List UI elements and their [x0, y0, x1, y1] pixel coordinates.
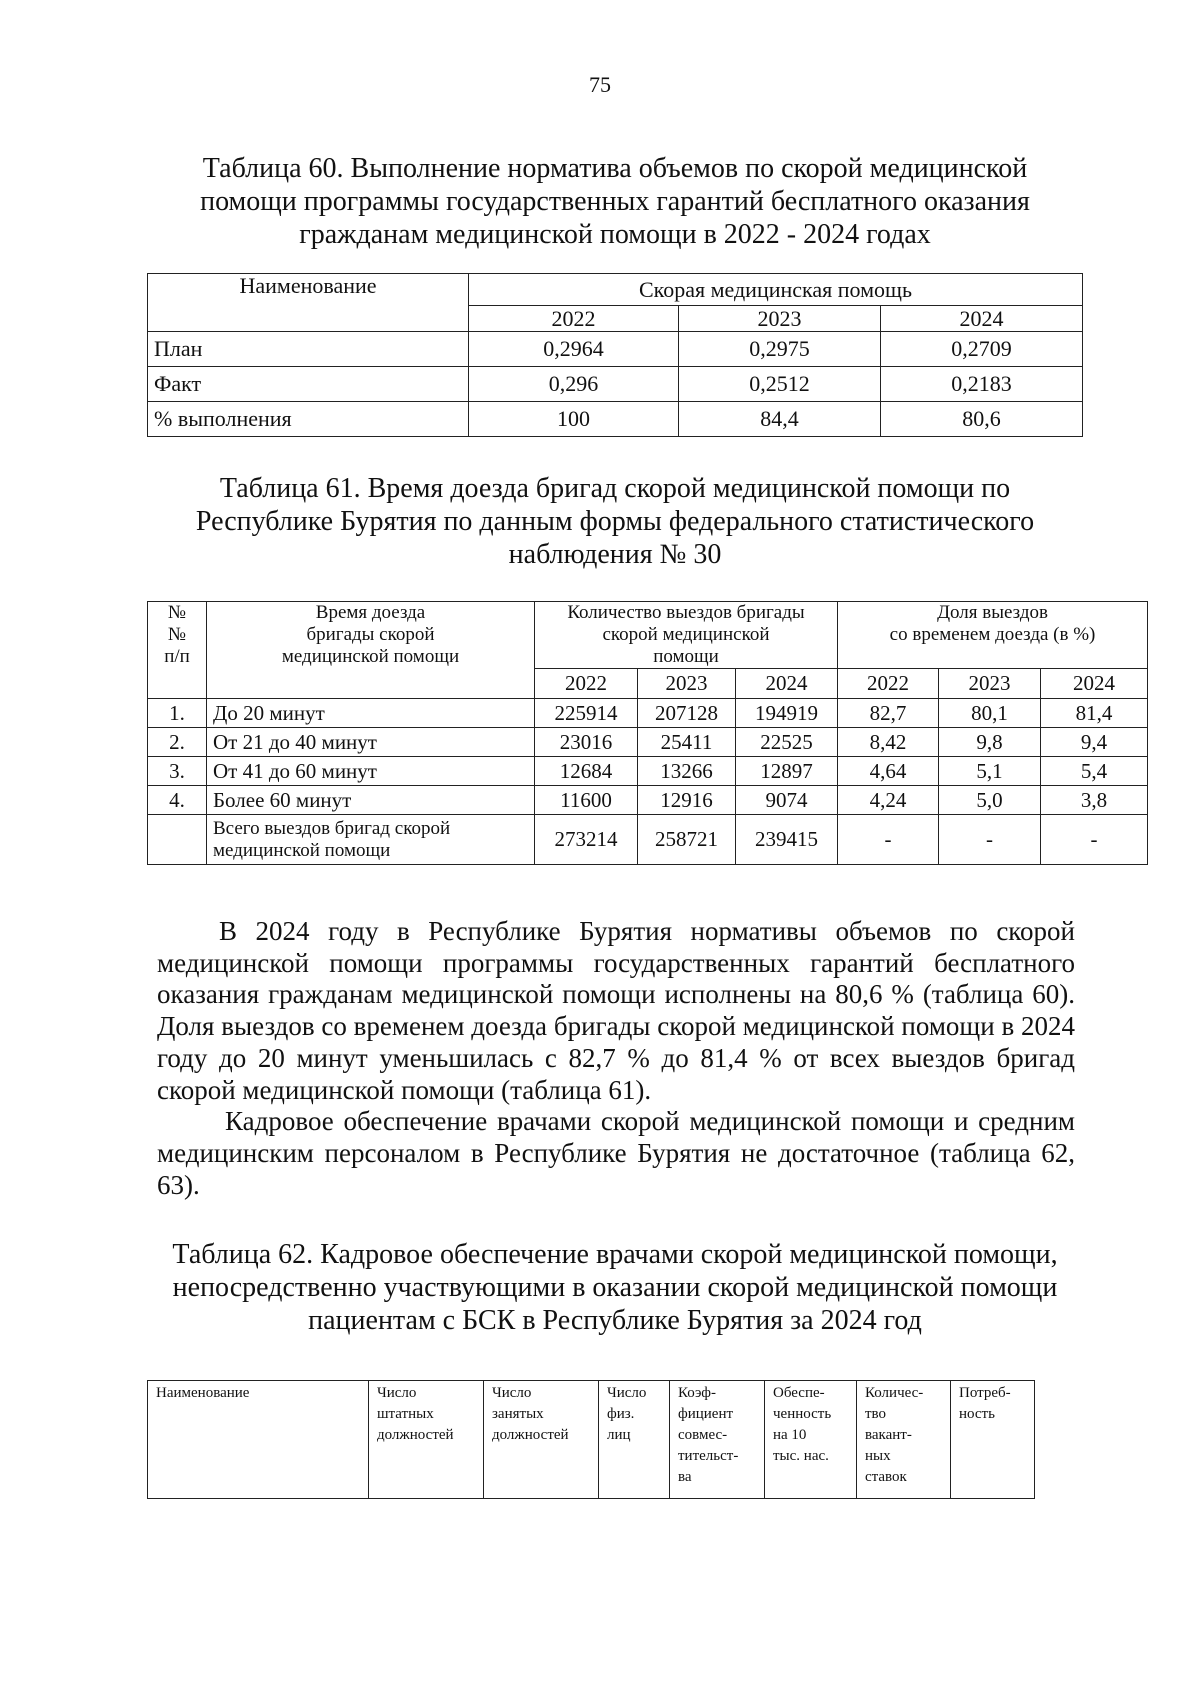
- cell: 9074: [736, 786, 838, 815]
- table-62-caption: [150, 1238, 1080, 1337]
- header-line: помощи: [653, 646, 719, 667]
- year-header: 2024: [1041, 669, 1148, 699]
- caption-line: Республике Бурятия по данным формы федерального статистического: [195, 506, 1035, 537]
- row-name: Факт: [148, 367, 469, 402]
- row-time: От 41 до 60 минут: [207, 757, 535, 786]
- cell: 9,8: [939, 728, 1041, 757]
- header-line: совмес-: [678, 1427, 728, 1443]
- cell: 5,4: [1041, 757, 1148, 786]
- caption-line: Таблица 62. Кадровое обеспечение врачами скорой медицинской помощи,: [172, 1239, 1058, 1270]
- row-number: 2.: [148, 728, 207, 757]
- cell: 0,2709: [881, 332, 1083, 367]
- header-count: [535, 602, 838, 669]
- caption-line: Таблица 60. Выполнение норматива объемов по скорой медицинской: [202, 153, 1028, 184]
- header-line: ва: [678, 1469, 692, 1485]
- cell: 84,4: [679, 402, 881, 437]
- table-61-caption: [150, 472, 1080, 571]
- table-62: [147, 1380, 1035, 1499]
- header-cell: [857, 1381, 951, 1499]
- row-number: 3.: [148, 757, 207, 786]
- header-line: тительст-: [678, 1448, 739, 1464]
- header-line: №: [167, 602, 187, 623]
- header-line: Потреб-: [959, 1385, 1011, 1401]
- cell: 11600: [535, 786, 638, 815]
- row-time: До 20 минут: [207, 699, 535, 728]
- header-line: занятых: [492, 1406, 544, 1422]
- body-text: [157, 916, 1075, 1201]
- header-name: Наименование: [148, 274, 469, 332]
- cell: 0,2964: [469, 332, 679, 367]
- cell: 23016: [535, 728, 638, 757]
- cell: 5,1: [939, 757, 1041, 786]
- header-line: должностей: [377, 1427, 454, 1443]
- header-line: п/п: [164, 646, 190, 667]
- header-line: Обеспе-: [773, 1385, 825, 1401]
- empty-cell: [148, 815, 207, 865]
- total-label-line: Всего выездов бригад скорой: [213, 817, 451, 839]
- cell: 8,42: [838, 728, 939, 757]
- header-line: со временем доезда (в %): [889, 624, 1096, 645]
- cell: 258721: [638, 815, 736, 865]
- total-row: [148, 815, 1148, 865]
- header-line: тво: [865, 1406, 887, 1422]
- cell: 273214: [535, 815, 638, 865]
- header-line: на 10: [773, 1427, 807, 1443]
- header-line: фициент: [678, 1406, 734, 1422]
- cell: 0,296: [469, 367, 679, 402]
- header-line: физ.: [607, 1406, 635, 1422]
- header-line: Доля выездов: [937, 602, 1048, 623]
- cell: 100: [469, 402, 679, 437]
- table-row: [148, 757, 1148, 786]
- cell: 80,6: [881, 402, 1083, 437]
- header-line: скорой медицинской: [602, 624, 770, 645]
- page-number: 75: [589, 72, 611, 97]
- row-number: 1.: [148, 699, 207, 728]
- total-label: [207, 815, 535, 865]
- cell: 3,8: [1041, 786, 1148, 815]
- table-61: [147, 601, 1148, 865]
- year-header: 2024: [736, 669, 838, 699]
- cell: 0,2512: [679, 367, 881, 402]
- cell: 4,64: [838, 757, 939, 786]
- header-cell: [148, 1381, 369, 1499]
- cell: 25411: [638, 728, 736, 757]
- row-time: От 21 до 40 минут: [207, 728, 535, 757]
- caption-line: непосредственно участвующими в оказании скорой медицинской помощи: [172, 1272, 1058, 1303]
- table-row: [148, 728, 1148, 757]
- caption-line: Таблица 61. Время доезда бригад скорой медицинской помощи по: [219, 473, 1011, 504]
- header-line: штатных: [377, 1406, 434, 1422]
- header-cell: [369, 1381, 484, 1499]
- header-line: медицинской помощи: [281, 646, 460, 667]
- header-line: Число: [377, 1385, 417, 1401]
- cell: 225914: [535, 699, 638, 728]
- header-line: бригады скорой: [306, 624, 435, 645]
- table-row: [148, 699, 1148, 728]
- header-group: Скорая медицинская помощь: [469, 274, 1083, 306]
- row-time: Более 60 минут: [207, 786, 535, 815]
- header-time: [207, 602, 535, 699]
- caption-line: наблюдения № 30: [508, 539, 722, 570]
- header-share: [838, 602, 1148, 669]
- year-header: 2022: [535, 669, 638, 699]
- table-60: [147, 273, 1083, 437]
- cell: 22525: [736, 728, 838, 757]
- header-line: Коэф-: [678, 1385, 717, 1401]
- cell: 4,24: [838, 786, 939, 815]
- header-number: [148, 602, 207, 699]
- year-header: 2023: [638, 669, 736, 699]
- header-line: №: [167, 624, 187, 645]
- paragraph: В 2024 году в Республике Бурятия нормативы объемов по скорой медицинской помощи программы государственных гарантий бесплатного оказания гражданам медицинской помощи исполнены на 80,6 % (таблица 60). Доля выездов со временем доезда бригады скорой медицинской помощи в 2024 году до 20 минут уменьшилась с 82,7 % до 81,4 % от всех выездов бригад скорой медицинской помощи (таблица 61).: [157, 916, 1075, 1105]
- cell: -: [939, 815, 1041, 865]
- header-line: ченность: [773, 1406, 832, 1422]
- header-line: Наименование: [156, 1385, 250, 1401]
- cell: 13266: [638, 757, 736, 786]
- year-header: 2022: [469, 306, 679, 332]
- row-name: % выполнения: [148, 402, 469, 437]
- cell: 207128: [638, 699, 736, 728]
- cell: -: [1041, 815, 1148, 865]
- cell: 0,2183: [881, 367, 1083, 402]
- caption-line: помощи программы государственных гарантий бесплатного оказания: [200, 186, 1030, 217]
- cell: 9,4: [1041, 728, 1148, 757]
- year-header: 2023: [679, 306, 881, 332]
- header-line: Время доезда: [315, 602, 426, 623]
- cell: 80,1: [939, 699, 1041, 728]
- year-header: 2022: [838, 669, 939, 699]
- cell: 81,4: [1041, 699, 1148, 728]
- cell: 239415: [736, 815, 838, 865]
- header-line: вакант-: [865, 1427, 912, 1443]
- cell: 0,2975: [679, 332, 881, 367]
- header-cell: [951, 1381, 1035, 1499]
- header-line: тыс. нас.: [773, 1448, 829, 1464]
- caption-line: гражданам медицинской помощи в 2022 - 2024 годах: [299, 219, 931, 250]
- table-row: [148, 367, 1083, 402]
- cell: 82,7: [838, 699, 939, 728]
- total-label-line: медицинской помощи: [213, 839, 391, 861]
- header-line: ность: [959, 1406, 995, 1422]
- row-name: План: [148, 332, 469, 367]
- cell: 194919: [736, 699, 838, 728]
- header-cell: [670, 1381, 765, 1499]
- cell: 12916: [638, 786, 736, 815]
- header-line: Количество выездов бригады: [567, 602, 805, 623]
- paragraph: Кадровое обеспечение врачами скорой медицинской помощи и средним медицинским персоналом в Республике Бурятия не достаточное (таблица 62, 63).: [157, 1106, 1075, 1200]
- header-line: лиц: [607, 1427, 631, 1443]
- table-row: [148, 402, 1083, 437]
- cell: 12897: [736, 757, 838, 786]
- header-cell: [765, 1381, 857, 1499]
- year-header: 2024: [881, 306, 1083, 332]
- table-row: [148, 332, 1083, 367]
- table-row: [148, 786, 1148, 815]
- cell: -: [838, 815, 939, 865]
- header-line: Количес-: [865, 1385, 924, 1401]
- header-row: [148, 1381, 1035, 1499]
- caption-line: пациентам с БСК в Республике Бурятия за 2024 год: [308, 1305, 922, 1336]
- cell: 12684: [535, 757, 638, 786]
- row-number: 4.: [148, 786, 207, 815]
- header-line: ставок: [865, 1469, 907, 1485]
- cell: 5,0: [939, 786, 1041, 815]
- header-line: Число: [492, 1385, 532, 1401]
- header-line: ных: [865, 1448, 891, 1464]
- header-cell: [599, 1381, 670, 1499]
- year-header: 2023: [939, 669, 1041, 699]
- header-line: должностей: [492, 1427, 569, 1443]
- header-cell: [484, 1381, 599, 1499]
- header-line: Число: [607, 1385, 647, 1401]
- table-60-caption: [150, 152, 1080, 251]
